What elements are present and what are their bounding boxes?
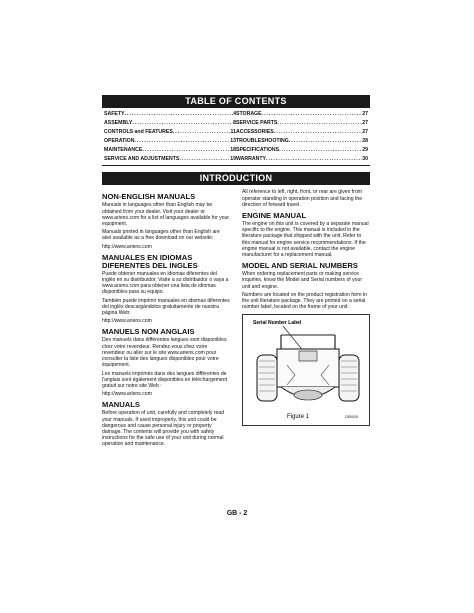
toc-leader-dots <box>142 146 230 155</box>
toc-entry-page: 19 <box>230 155 236 162</box>
section-paragraph: http://www.ariens.com <box>102 318 152 325</box>
toc-leader-dots <box>124 110 233 119</box>
toc-divider <box>102 165 370 166</box>
toc-entry-label: OPERATION <box>104 137 135 144</box>
section-heading: MANUELS NON ANGLAIS <box>102 327 195 337</box>
toc-entry-page: 8 <box>233 119 236 126</box>
intro-title: INTRODUCTION <box>102 172 370 185</box>
section-paragraph: Manuals in languages other than English may be obtained from your dealer. Visit your dealer or www.ariens.com for a list of languages available for your equipment. <box>102 202 230 228</box>
toc-entry-label: SAFETY <box>104 111 125 117</box>
section-heading: MANUALES EN IDIOMAS DIFERENTES DEL INGLES <box>102 252 198 270</box>
section-paragraph: When ordering replacement parts or making service inquiries, know the Model and Serial numbers of your unit and engine. <box>242 271 363 290</box>
section-heading: MODEL AND SERIAL NUMBERS <box>242 261 358 271</box>
toc-entry <box>236 110 368 119</box>
snowblower-illustration <box>243 315 371 427</box>
toc-entry-label: SERVICE PARTS <box>236 119 278 126</box>
section-paragraph: Manuals printed in languages other than English are also available as a free download on our website: <box>102 229 220 242</box>
toc-entry <box>104 128 236 137</box>
orientation-note: All reference to left, right, front, or rear are given from operator standing in operation position and facing the direction of forward travel. <box>242 189 363 208</box>
toc-entry-page: 30 <box>362 155 368 162</box>
section-heading: MANUALS <box>102 400 140 410</box>
section-paragraph: Les manuels imprimés dans des langues différentes de l'anglais sont également disponibles en téléchargement gratuit sur notre site Web : <box>102 370 228 389</box>
page-number: GB - 2 <box>226 510 248 517</box>
toc-entry <box>236 137 368 146</box>
toc-left-column <box>104 110 236 163</box>
toc-leader-dots <box>134 137 230 146</box>
section-heading: NON-ENGLISH MANUALS <box>102 192 196 202</box>
section-paragraph: Des manuels dans différentes langues sont disponibles chez votre revendeur. Rendez-vous chez votre revendeur ou aller sur le site www.ariens.com pour consulter la liste des langues disponibles pour votre équipement. <box>102 337 227 369</box>
section-paragraph: Numbers are located on the product registration form in the unit literature package. They are printed on a serial number label, located on the frame of your unit. <box>242 291 367 311</box>
toc-entry <box>236 119 368 128</box>
toc-entry-label: SPECIFICATIONS <box>236 146 280 153</box>
toc-entry <box>236 146 368 155</box>
intro-right-column <box>242 189 370 449</box>
toc-entry-page: 11 <box>230 128 236 135</box>
toc-entry-page: 27 <box>362 119 368 126</box>
toc-leader-dots <box>266 155 362 164</box>
toc-entry <box>104 137 236 146</box>
toc-entry <box>104 155 236 164</box>
intro-columns <box>102 189 370 449</box>
toc-entry-page: 18 <box>230 146 236 153</box>
toc-entry-label: WARRANTY <box>236 155 266 162</box>
figure-label: Serial Number Label <box>253 320 302 327</box>
toc-entry <box>104 146 236 155</box>
toc-entry <box>236 128 368 137</box>
toc-entry-page: 27 <box>362 128 368 135</box>
section-paragraph: http://www.ariens.com <box>102 391 152 398</box>
toc-entry-label: SERVICE AND ADJUSTMENTS <box>104 155 180 162</box>
toc-entry-label: ACCESSORIES <box>236 128 274 135</box>
toc-title: TABLE OF CONTENTS <box>102 95 370 108</box>
intro-right-sections <box>242 212 370 310</box>
toc-entry <box>104 110 236 119</box>
toc-entry-label: MAINTENANCE <box>104 146 143 153</box>
toc-leader-dots <box>132 119 233 128</box>
toc-entry <box>104 119 236 128</box>
section-heading: ENGINE MANUAL <box>242 211 307 221</box>
toc-leader-dots <box>279 146 362 155</box>
toc-entry-label: ASSEMBLY <box>104 119 133 126</box>
figure-code: OS0015 <box>345 415 358 420</box>
toc-right-column <box>236 110 368 163</box>
toc-leader-dots <box>173 128 231 137</box>
toc-entry-label: CONTROLS and FEATURES <box>104 128 173 135</box>
toc-entry-label: STORAGE <box>236 111 262 117</box>
toc-entry-label: TROUBLESHOOTING <box>236 137 289 144</box>
toc-leader-dots <box>277 119 362 128</box>
toc-leader-dots <box>274 128 362 137</box>
toc-entry-page: 13 <box>230 137 236 144</box>
figure-1 <box>242 314 370 426</box>
toc-entry-page: 28 <box>362 137 368 144</box>
toc-leader-dots <box>289 137 362 146</box>
toc-entry-page: 4 <box>233 111 236 117</box>
toc-leader-dots <box>262 110 363 119</box>
section-paragraph: The engine on this unit is covered by a separate manual specific to the engine. This manual is included in the literature package that shipped with the unit. Refer to this manual for engine service recommendations. If the engine manual is not available, contact the engine manufacturer for a replacement manual. <box>242 221 369 259</box>
toc-table <box>102 108 370 163</box>
section-paragraph: También puede imprimir manuales en idiomas diferentes del inglés descargándolos gratuitamente de nuestra página Web: <box>102 297 230 317</box>
toc-leader-dots <box>179 155 230 164</box>
section-paragraph: Before operation of unit, carefully and completely read your manuals. If used improperly, this unit could be dangerous and cause personal injury or property damage. The contents will provide you with safety instructions for the safe use of your unit during normal operation and maintenance. <box>102 410 225 448</box>
section-paragraph: Puede obtener manuales en idiomas diferentes del inglés en su distribuidor. Visite a su distribuidor o vaya a www.ariens.com para obtener una lista de idiomas disponibles para su equipo. <box>102 270 229 296</box>
section-paragraph: http://www.ariens.com <box>102 243 152 250</box>
figure-caption: Figure 1 <box>287 414 310 421</box>
toc-entry-page: 27 <box>362 111 368 117</box>
toc-entry-page: 29 <box>362 146 368 153</box>
manual-page <box>102 95 370 450</box>
intro-left-column <box>102 189 230 449</box>
toc-entry <box>236 155 368 164</box>
